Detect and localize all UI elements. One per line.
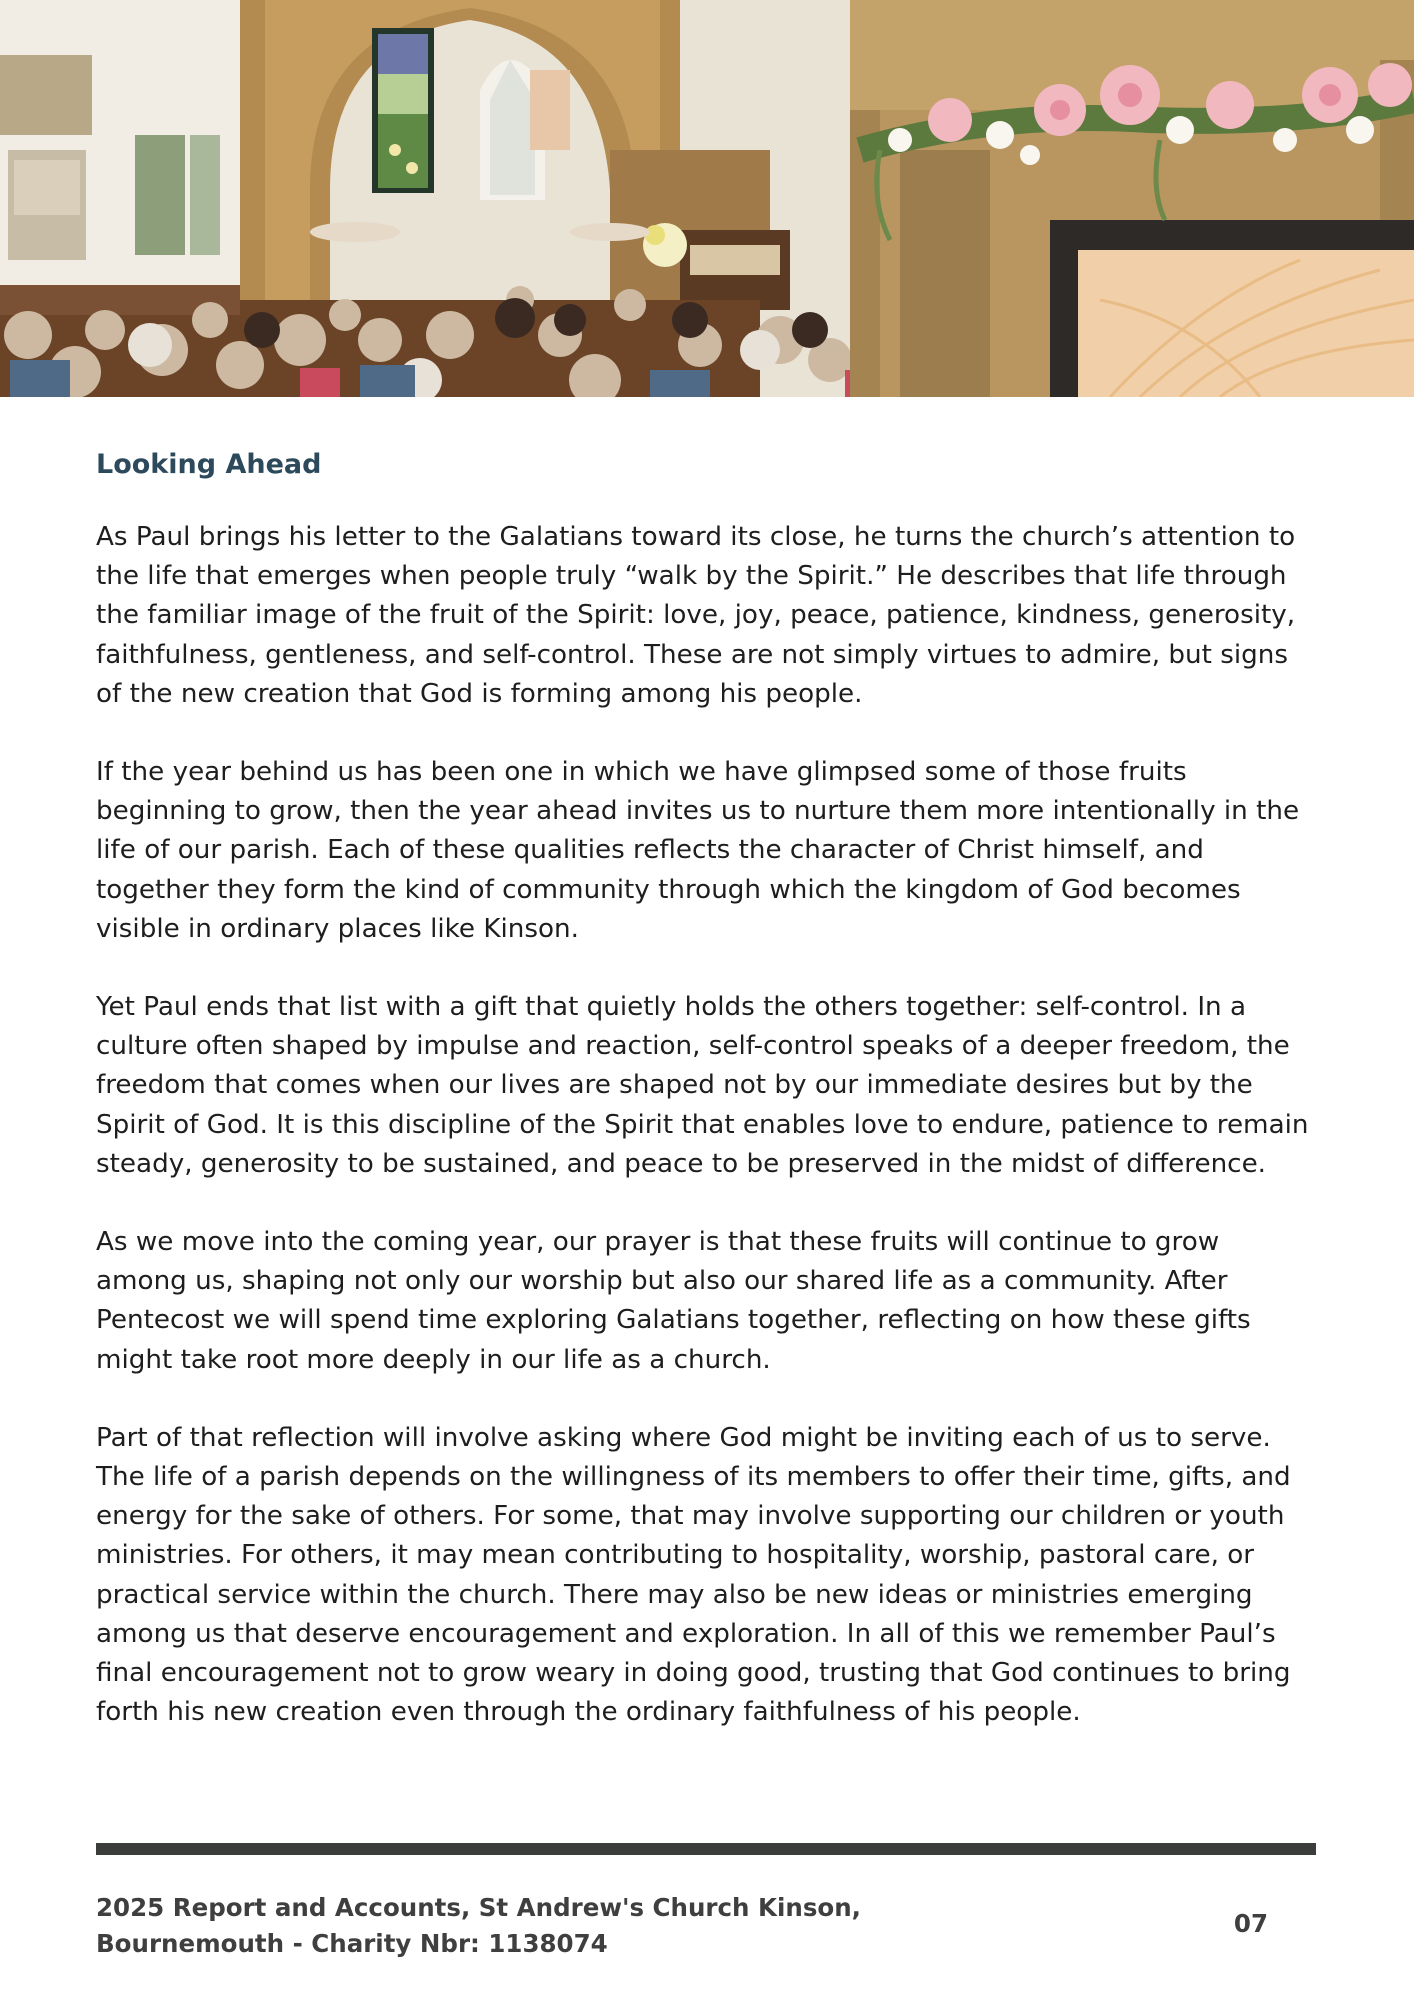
paragraph-5: Part of that reflection will involve asking where God might be inviting each of us to serve. The life of a parish depends on the willingness of its members to offer their time, gifts, and energy for the sake of others. For some, that may involve supporting our children or youth ministries. For others, it may mean contributing to hospitality, worship, pastoral care, or practical service within the church. There may also be new ideas or ministries emerging among us that deserve encouragement and exploration. In all of this we remember Paul’s final encouragement not to grow weary in doing good, trusting that God continues to bring forth his new creation even through the ordinary faithfulness of his people. <box>96 1422 1291 1728</box>
church-interior-photo <box>0 0 1414 397</box>
footer-line-2: Bournemouth - Charity Nbr: 1138074 <box>96 1929 608 1958</box>
paragraph-2: If the year behind us has been one in which we have glimpsed some of those fruits beginning to grow, then the year ahead invites us to nurture them more intentionally in the life of our parish. Each of these qualities reflects the character of Christ himself, and together they form the kind of community through which the kingdom of God becomes visible in ordinary places like Kinson. <box>96 757 1300 944</box>
paragraph-1: As Paul brings his letter to the Galatians toward its close, he turns the church’s attention to the life that emerges when people truly “walk by the Spirit.” He describes that life through the familiar image of the fruit of the Spirit: love, joy, peace, patience, kindness, generosity, faithfulness, gentleness, and self-control. These are not simply virtues to admire, but signs of the new creation that God is forming among his people. <box>96 522 1296 709</box>
footer-divider <box>96 1843 1316 1855</box>
footer-citation <box>96 1890 996 1962</box>
paragraph-4: As we move into the coming year, our prayer is that these fruits will continue to grow among us, shaping not only our worship but also our shared life as a community. After Pentecost we will spend time exploring Galatians together, reflecting on how these gifts might take root more deeply in our life as a church. <box>96 1227 1251 1375</box>
section-heading: Looking Ahead <box>96 449 322 480</box>
paragraph-3: Yet Paul ends that list with a gift that quietly holds the others together: self-control. In a culture often shaped by impulse and reaction, self-control speaks of a deeper freedom, the freedom that comes when our lives are shaped not by our immediate desires but by the Spirit of God. It is this discipline of the Spirit that enables love to endure, patience to remain steady, generosity to be sustained, and peace to be preserved in the midst of difference. <box>96 992 1309 1179</box>
footer-line-1: 2025 Report and Accounts, St Andrew's Church Kinson, <box>96 1893 861 1922</box>
article-body <box>96 446 1316 1771</box>
page-number: 07 <box>1233 1909 1268 1938</box>
